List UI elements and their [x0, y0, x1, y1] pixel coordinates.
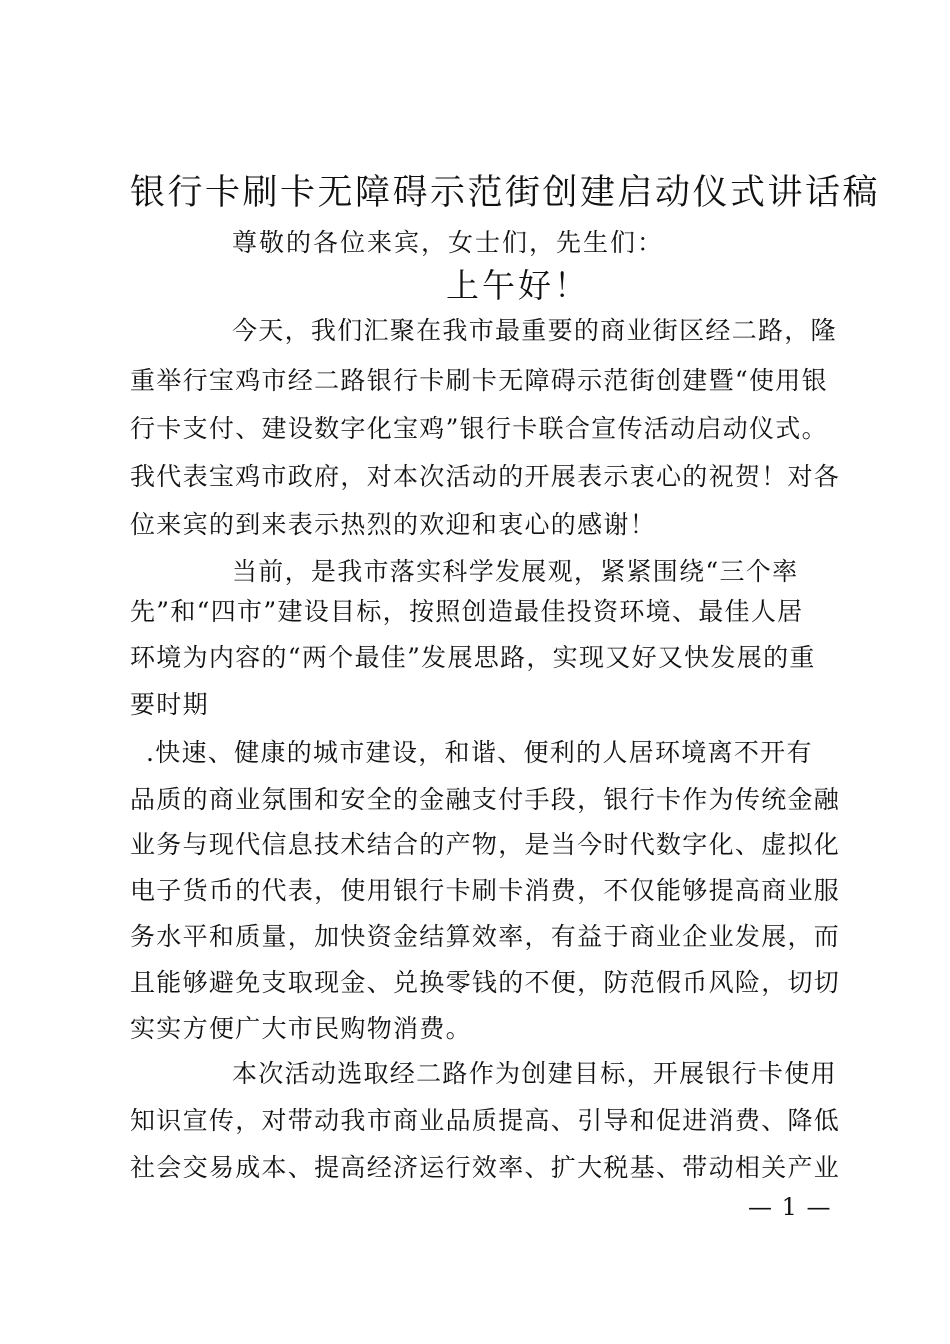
paragraph-1-line-4: 我代表宝鸡市政府，对本次活动的开展表示衷心的祝贺！对各	[130, 462, 841, 491]
paragraph-1-line-2: 重举行宝鸡市经二路银行卡刷卡无障碍示范街创建暨“使用银	[130, 366, 828, 395]
paragraph-4-line-3: 社会交易成本、提高经济运行效率、扩大税基、带动相关产业	[130, 1153, 841, 1182]
paragraph-3-line-4: 电子货币的代表，使用银行卡刷卡消费，不仅能够提高商业服	[130, 876, 841, 905]
document-title: 银行卡刷卡无障碍示范街创建启动仪式讲话稿	[130, 173, 881, 213]
paragraph-1-line-1: 今天，我们汇聚在我市最重要的商业街区经二路，隆	[232, 316, 837, 345]
paragraph-4-line-2: 知识宣传，对带动我市商业品质提高、引导和促进消费、降低	[130, 1106, 841, 1135]
paragraph-2-line-4: 要时期	[130, 690, 209, 719]
page-number: — 1 —	[748, 1193, 832, 1221]
paragraph-3-line-2: 品质的商业氛围和安全的金融支付手段，银行卡作为传统金融	[130, 785, 841, 814]
paragraph-3-line-7: 实实方便广大市民购物消费。	[130, 1014, 472, 1043]
paragraph-2-line-2: 先”和“四市”建设目标，按照创造最佳投资环境、最佳人居	[130, 597, 804, 626]
paragraph-3-line-1: .快速、健康的城市建设，和谐、便利的人居环境离不开有	[146, 738, 813, 767]
paragraph-1-line-5: 位来宾的到来表示热烈的欢迎和衷心的感谢！	[130, 510, 657, 539]
paragraph-3-line-3: 业务与现代信息技术结合的产物，是当今时代数字化、虚拟化	[130, 830, 841, 859]
paragraph-2-line-1: 当前，是我市落实科学发展观，紧紧围绕“三个率	[232, 557, 799, 586]
paragraph-2-line-3: 环境为内容的“两个最佳”发展思路，实现又好又快发展的重	[130, 643, 816, 672]
paragraph-4-line-1: 本次活动选取经二路作为创建目标，开展银行卡使用	[232, 1059, 837, 1088]
greeting: 上午好！	[446, 266, 590, 305]
paragraph-3-line-6: 且能够避免支取现金、兑换零钱的不便，防范假币风险，切切	[130, 968, 841, 997]
paragraph-3-line-5: 务水平和质量，加快资金结算效率，有益于商业企业发展，而	[130, 922, 841, 951]
salutation: 尊敬的各位来宾，女士们，先生们：	[232, 228, 665, 257]
paragraph-1-line-3: 行卡支付、建设数字化宝鸡”银行卡联合宣传活动启动仪式。	[130, 414, 828, 443]
